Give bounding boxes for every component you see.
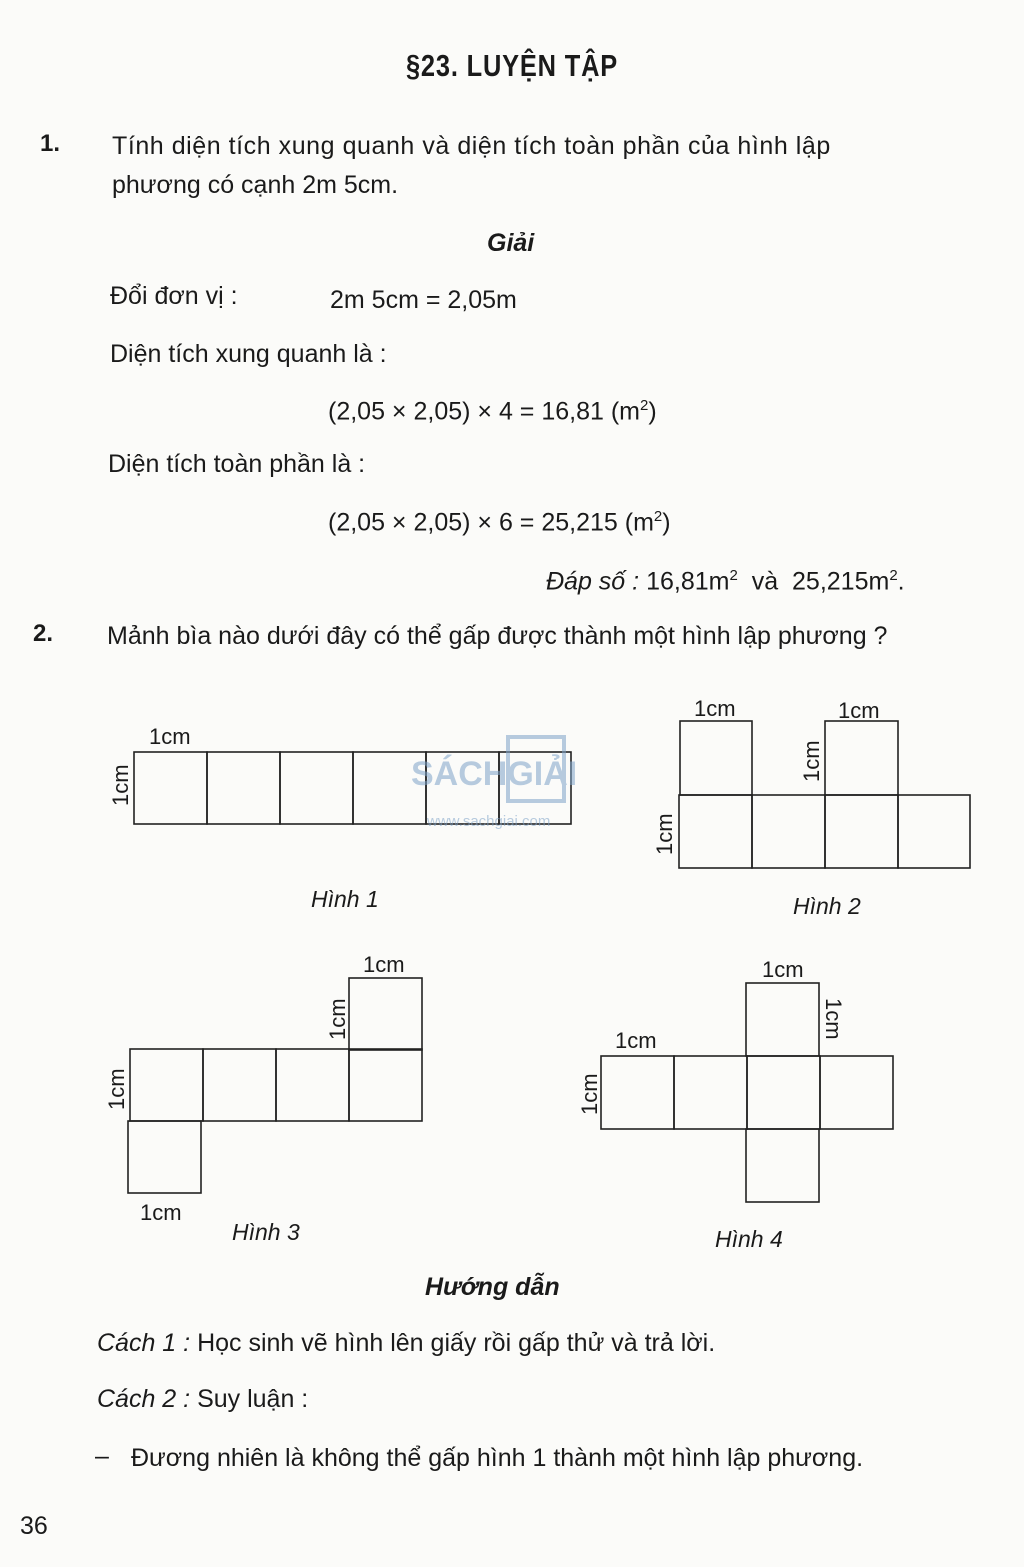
method-1: Cách 1 : Học sinh vẽ hình lên giấy rồi gấp thử và trả lời. <box>97 1329 716 1357</box>
caption-figure-1: Hình 1 <box>311 886 379 912</box>
exercise-1-question-line2: phương có cạnh 2m 5cm. <box>112 171 399 199</box>
dim-label-fig4-left-top: 1cm <box>615 1028 657 1053</box>
bullet-text: Đương nhiên là không thể gấp hình 1 thành một hình lập phương. <box>131 1444 864 1472</box>
exercise-2-number: 2. <box>33 620 54 647</box>
watermark <box>411 737 577 830</box>
dim-label-fig4-side: 1cm <box>577 1073 602 1115</box>
total-area-calc: (2,05 × 2,05) × 6 = 25,215 $(m^2)$ <box>328 508 671 537</box>
caption-figure-3: Hình 3 <box>232 1219 300 1245</box>
watermark-url: www.sachgiai.com <box>427 813 551 830</box>
dim-label-fig3-side: 1cm <box>104 1068 129 1110</box>
lateral-area-label: Diện tích xung quanh là : <box>110 340 387 368</box>
dim-label-fig3-bottom: 1cm <box>140 1200 182 1225</box>
solution-heading: Giải <box>487 229 535 257</box>
net-figure-2 <box>679 721 970 868</box>
dim-label-fig4-side-right: 1cm <box>821 998 846 1040</box>
dim-label-fig1-side: 1cm <box>108 764 133 806</box>
guide-heading: Hướng dẫn <box>425 1273 560 1301</box>
bullet-dash: – <box>95 1442 109 1470</box>
page-number: 36 <box>20 1512 48 1540</box>
dim-label-fig2-top-left: 1cm <box>694 696 736 721</box>
page-title: §23. LUYỆN TẬP <box>405 48 619 83</box>
convert-value: 2m 5cm = 2,05m <box>330 286 517 314</box>
watermark-brand: SÁCHGIẢI <box>411 755 578 793</box>
dim-label-fig3-side-upper: 1cm <box>325 998 350 1040</box>
lateral-area-calc: (2,05 × 2,05) × 4 = 16,81 $(m^2)$ <box>328 397 657 426</box>
dim-label-fig2-side-upper: 1cm <box>799 740 824 782</box>
convert-label: Đổi đơn vị : <box>110 282 238 310</box>
dim-label-fig1-top: 1cm <box>149 724 191 749</box>
dim-label-fig2-side: 1cm <box>652 813 677 855</box>
exercise-1-number: 1. <box>40 130 61 157</box>
caption-figure-2: Hình 2 <box>793 893 861 919</box>
exercise-1-question-line1: Tính diện tích xung quanh và diện tích toàn phần của hình lập <box>112 132 831 160</box>
answer-line: Đáp số : $16,81m^2$ và $25,215m^2$. <box>546 567 905 596</box>
dim-label-fig3-top: 1cm <box>363 952 405 977</box>
method-2: Cách 2 : Suy luận : <box>97 1385 309 1413</box>
exercise-2-question: Mảnh bìa nào dưới đây có thể gấp được thành một hình lập phương ? <box>107 622 888 650</box>
net-figure-3 <box>128 978 422 1193</box>
caption-figure-4: Hình 4 <box>715 1226 783 1252</box>
dim-label-fig4-top: 1cm <box>762 957 804 982</box>
dim-label-fig2-top-right: 1cm <box>838 698 880 723</box>
total-area-label: Diện tích toàn phần là : <box>108 450 366 478</box>
net-figure-4 <box>601 983 893 1202</box>
